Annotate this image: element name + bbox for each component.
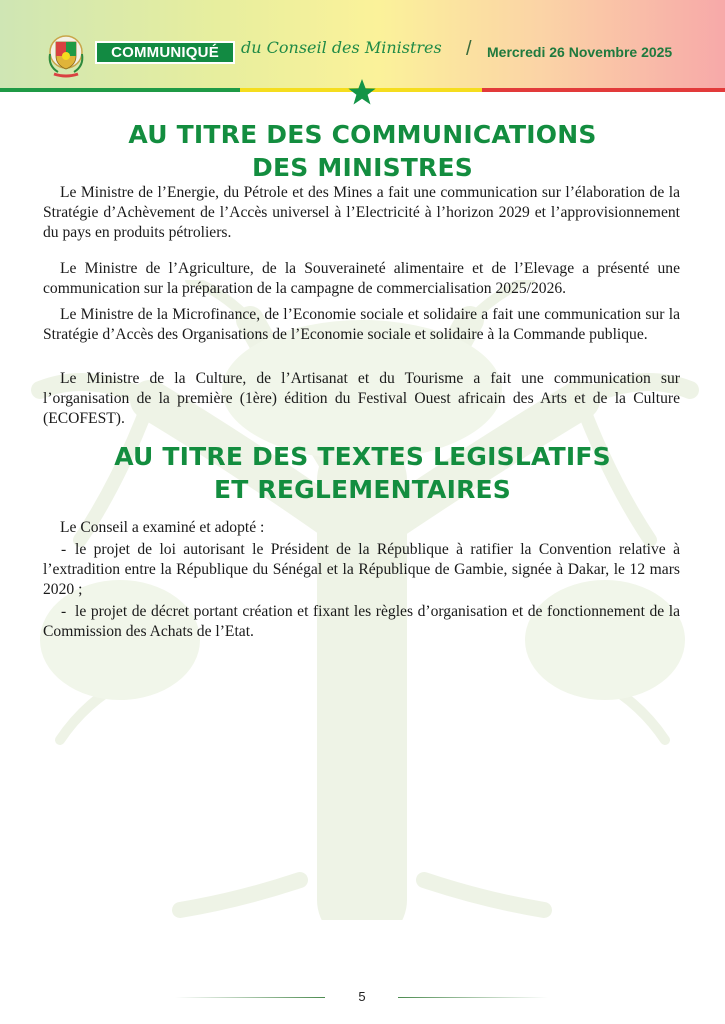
page-number: 5: [358, 989, 366, 1004]
paragraph: Le Ministre de l’Agriculture, de la Souveraineté alimentaire et de l’Elevage a présenté une communication sur la préparation de la campagne de commercialisation 2025/2026.: [43, 260, 680, 297]
header-subtitle: du Conseil des Ministres: [241, 38, 442, 57]
header-date: Mercredi 26 Novembre 2025: [487, 44, 673, 60]
paragraph: Le Ministre de la Culture, de l’Artisanat et du Tourisme a fait une communication sur l’organisation de la première (1ère) édition du Festival Ouest africain des Arts et de la Culture (ECOFEST).: [43, 370, 680, 427]
section-title-communications: AU TITRE DES COMMUNICATIONS DES MINISTRES: [128, 120, 597, 182]
paragraph: Le Ministre de l’Energie, du Pétrole et des Mines a fait une communication sur l’élaboration de la Stratégie d’Achèvement de l’Accès universel à l’Electricité à l’horizon 2029 et l’approvisionnement du pays en produits pétroliers.: [43, 184, 680, 241]
list-item: - le projet de loi autorisant le Président de la République à ratifier la Convention relative à l’extradition entre la République du Sénégal et la République de Gambie, signée à Dakar, le 12 mars 2020 ;: [43, 541, 680, 598]
paragraph-intro: Le Conseil a examiné et adopté :: [60, 519, 265, 536]
footer-rule-left: [175, 997, 325, 998]
header-separator: /: [466, 38, 472, 60]
paragraph: Le Ministre de la Microfinance, de l’Economie sociale et solidaire a fait une communication sur la Stratégie d’Accès des Organisations de l’Economie sociale et solidaire à la Commande publique.: [43, 306, 680, 343]
list-item: - le projet de décret portant création et fixant les règles d’organisation et de fonctionnement de la Commission des Achats de l’Etat.: [43, 603, 680, 640]
green-star-icon: [347, 78, 377, 106]
coat-of-arms-icon: [46, 34, 86, 80]
footer-rule-right: [398, 997, 548, 998]
section-title-textes-legislatifs: AU TITRE DES TEXTES LEGISLATIFS ET REGLEMENTAIRES: [114, 442, 611, 504]
communique-badge: COMMUNIQUÉ: [95, 41, 235, 64]
